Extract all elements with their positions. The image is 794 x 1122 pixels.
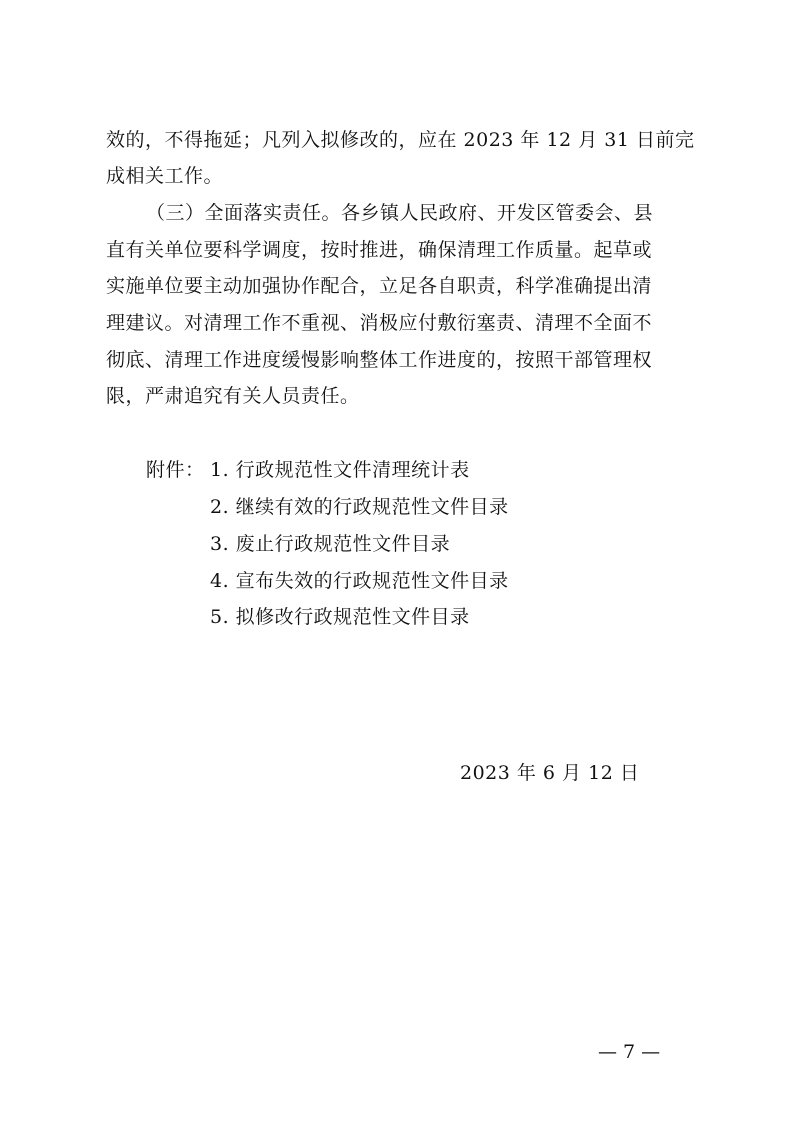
- body-line-4: 直有关单位要科学调度，按时推进，确保清理工作质量。起草或: [106, 239, 653, 261]
- body-line-2: 成相关工作。: [106, 165, 224, 187]
- attachment-item: 1. 行政规范性文件清理统计表: [210, 459, 470, 481]
- body-line-8: 限，严肃追究有关人员责任。: [106, 385, 360, 407]
- attachment-item: 2. 继续有效的行政规范性文件目录: [210, 496, 509, 518]
- attachment-item: 5. 拟修改行政规范性文件目录: [210, 606, 470, 628]
- body-line-6: 理建议。对清理工作不重视、消极应付敷衍塞责、清理不全面不: [106, 312, 653, 334]
- attachment-item: 3. 废止行政规范性文件目录: [210, 533, 451, 555]
- body-line-7: 彻底、清理工作进度缓慢影响整体工作进度的，按照干部管理权: [106, 349, 653, 371]
- page-number: — 7 —: [598, 1041, 661, 1063]
- body-line-1: 效的，不得拖延；凡列入拟修改的，应在 2023 年 12 月 31 日前完: [106, 129, 695, 151]
- attachment-item: 4. 宣布失效的行政规范性文件目录: [210, 570, 509, 592]
- body-line-5: 实施单位要主动加强协作配合，立足各自职责，科学准确提出清: [106, 275, 653, 297]
- section-3-heading-line: （三）全面落实责任。各乡镇人民政府、开发区管委会、县: [146, 202, 654, 224]
- attachments-label: 附件：: [146, 459, 205, 481]
- issue-date: 2023 年 6 月 12 日: [460, 762, 640, 784]
